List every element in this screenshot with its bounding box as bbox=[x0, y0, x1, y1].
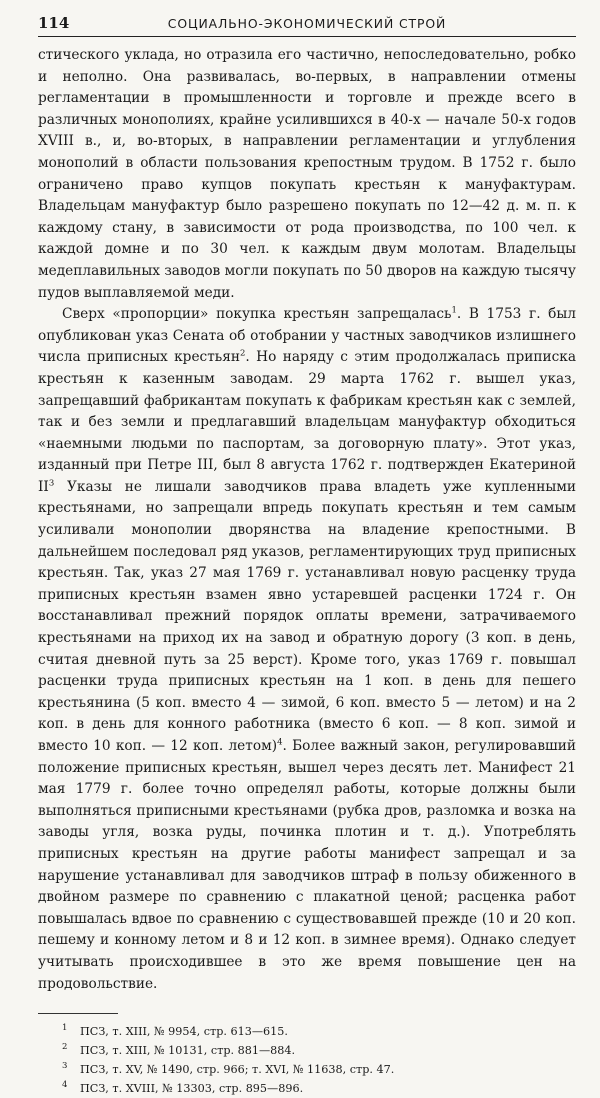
footnote-ref-4: 4 bbox=[277, 737, 283, 748]
footnote-text: ПСЗ, т. XIII, № 10131, стр. 881—884. bbox=[80, 1044, 296, 1058]
paragraph-2-text-a: Сверх «пропорции» покупка крестьян запрещалась bbox=[62, 306, 452, 323]
footnotes bbox=[38, 1022, 576, 1098]
footnote-divider bbox=[38, 1013, 118, 1014]
footnote-ref-1: 1 bbox=[451, 305, 457, 316]
paragraph-2 bbox=[38, 304, 576, 995]
paragraph-2-text-c: . Но наряду с этим продолжалась приписка крестьян к казенным заводам. 29 марта 1762 г. вышел указ, запрещавший фабрикантам покупать к фабрикам крестьян как с землей, так и без земли и предлагавший владельцам мануфактур обходиться «наемными людьми по паспортам, за договорную плату». Этот указ, изданный при Петре III, был 8 августа 1762 г. подтвержден Екатериной II bbox=[38, 349, 576, 495]
footnote: $^4$ ПСЗ, т. XVIII, № 13303, стр. 895—896. bbox=[62, 1080, 304, 1096]
footnote-ref-3: 3 bbox=[48, 478, 55, 489]
footnote: $^3$ ПСЗ, т. XV, № 1490, стр. 966; т. XVI, № 11638, стр. 47. bbox=[62, 1061, 395, 1077]
footnote: $^1$ ПСЗ, т. XIII, № 9954, стр. 613—615. bbox=[62, 1023, 288, 1039]
paragraph-1: стического уклада, но отразила его частично, непоследовательно, робко и неполно. Она развивалась, во-первых, в направлении отмены регламентации в промышленности и торговле и прежде всего в различных монополиях, крайне усилившихся в 40-х — начале 50-х годов XVIII в., и, во-вторых, в направлении регламентации и углубления монополий в области пользования крепостным трудом. В 1752 г. было ограничено право купцов покупать крестьян к мануфактурам. Владельцам мануфактур было разрешено покупать по 12—42 д. м. п. к каждому стану, в зависимости от рода производства, по 100 чел. к каждой домне и по 30 чел. к каждым двум молотам. Владельцы медеплавильных заводов могли покупать по 50 дворов на каждую тысячу пудов выплавляемой меди. bbox=[38, 47, 576, 301]
footnote-text: ПСЗ, т. XVIII, № 13303, стр. 895—896. bbox=[80, 1082, 304, 1096]
footnote-ref-2: 2 bbox=[240, 348, 246, 359]
paragraph-2-text-e: . Более важный закон, регулировавший положение приписных крестьян, вышел через десять лет. Манифест 21 мая 1779 г. более точно определял работы, которые должны были выполняться приписными крестьянами (рубка дров, разломка и возка на заводы угля, возка руды, починка плотин и т. д.). Употреблять приписных крестьян на другие работы манифест запрещал и за нарушение устанавливал для заводчиков штраф в пользу обиженного в двойном размере по сравнению с плакатной ценой; расценка работ повышалась вдвое по сравнению с существовавшей прежде (10 и 20 коп. пешему и конному летом и 8 и 12 коп. в зимнее время). Однако следует учитывать происходившее в это же время повышение цен на продовольствие. bbox=[38, 738, 576, 992]
body-text bbox=[38, 45, 576, 995]
paragraph-2-text-b: . В 1753 г. был опубликован указ Сената об отобрании у частных заводчиков излишнего числа приписных крестьян bbox=[38, 306, 576, 366]
footnote: $^2$ ПСЗ, т. XIII, № 10131, стр. 881—884. bbox=[62, 1042, 296, 1058]
page-header bbox=[38, 14, 576, 37]
page-number: 114 bbox=[38, 14, 70, 32]
paragraph-2-text-d: Указы не лишали заводчиков права владеть уже купленными крестьянами, но запрещали впредь покупать крестьян и тем самым усиливали монополии дворянства на владение крепостными. В дальнейшем последовал ряд указов, регламентирующих труд приписных крестьян. Так, указ 27 мая 1769 г. устанавливал новую расценку труда приписных крестьян взамен явно устаревшей расценки 1724 г. Он восстанавливал прежний порядок оплаты времени, затрачиваемого крестьянами на приход их на завод и обратную дорогу (3 коп. в день, считая дневной путь за 25 верст). Кроме того, указ 1769 г. повышал расценки труда приписных крестьян на 1 коп. в день для пешего крестьянина (5 коп. вместо 4 — зимой, 6 коп. вместо 5 — летом) и на 2 коп. в день для конного работника (вместо 6 коп. — 8 коп. зимой и вместо 10 коп. — 12 коп. летом) bbox=[38, 478, 576, 754]
footnote-text: ПСЗ, т. XIII, № 9954, стр. 613—615. bbox=[80, 1025, 288, 1039]
footnote-text: ПСЗ, т. XV, № 1490, стр. 966; т. XVI, № 11638, стр. 47. bbox=[80, 1063, 395, 1077]
running-head: СОЦИАЛЬНО-ЭКОНОМИЧЕСКИЙ СТРОЙ bbox=[167, 16, 447, 31]
